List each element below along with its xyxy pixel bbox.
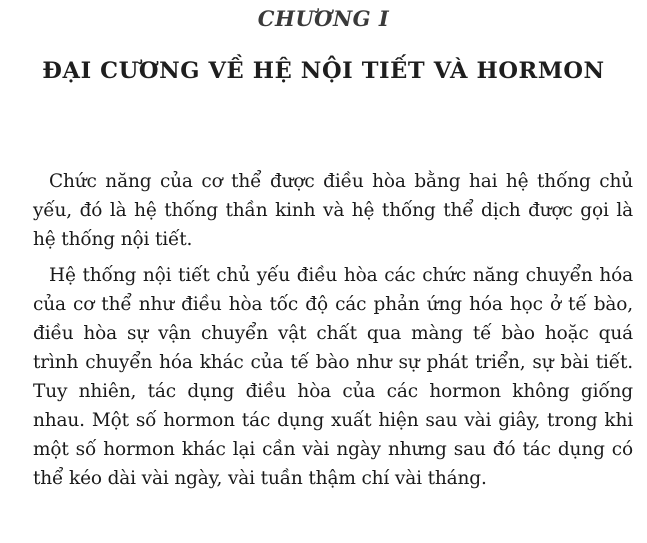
- paragraph-1-block: [33, 167, 633, 254]
- paragraph-1: Chức năng của cơ thể được điều hòa bằng hai hệ thống chủ yếu, đó là hệ thống thần kinh và hệ thống thể dịch được gọi là hệ thống nội tiết.: [33, 171, 633, 250]
- paragraph-2: Hệ thống nội tiết chủ yếu điều hòa các chức năng chuyển hóa của cơ thể như điều hòa tốc độ các phản ứng hóa học ở tế bào, điều hòa sự vận chuyển vật chất qua màng tế bào hoặc quá trình chuyển hóa khác của tế bào như sự phát triển, sự bài tiết. Tuy nhiên, tác dụng điều hòa của các hormon không giống nhau. Một số hormon tác dụng xuất hiện sau vài giây, trong khi một số hormon khác lại cần vài ngày nhưng sau đó tác dụng có thể kéo dài vài ngày, vài tuần thậm chí vài tháng.: [33, 265, 633, 489]
- chapter-label: CHƯƠNG I: [257, 6, 390, 31]
- paragraph-2-block: [33, 261, 633, 493]
- chapter-title: ĐẠI CƯƠNG VỀ HỆ NỘI TIẾT VÀ HORMON: [42, 58, 605, 84]
